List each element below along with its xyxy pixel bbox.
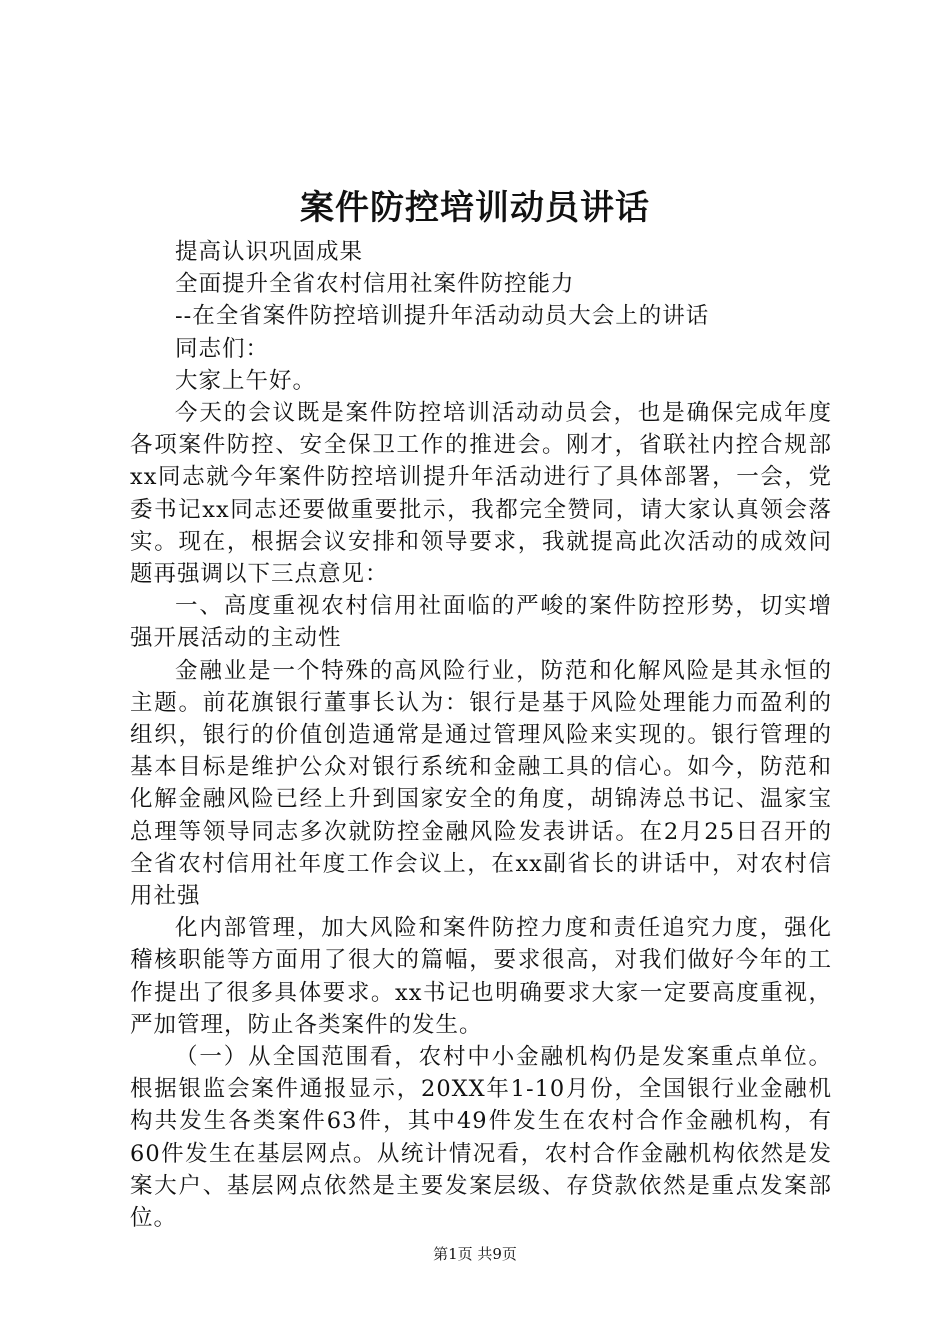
paragraph-body: 金融业是一个特殊的高风险行业，防范和化解风险是其永恒的主题。前花旗银行董事长认为：银行是基于风险处理能力而盈利的组织，银行的价值创造通常是通过管理风险来实现的。银行管理的基本目标是维护公众对银行系统和金融工具的信心。如今，防范和化解金融风险已经上升到国家安全的角度，胡锦涛总书记、温家宝总理等领导同志多次就防控金融风险发表讲话。在2月25日召开的全省农村信用社年度工作会议上，在xx副省长的讲话中，对农村信用社强 (130, 657, 832, 910)
paragraph-subtitle-2: 全面提升全省农村信用社案件防控能力 (175, 271, 575, 298)
paragraph-body: 化内部管理，加大风险和案件防控力度和责任追究力度，强化稽核职能等方面用了很大的篇幅，要求很高，对我们做好今年的工作提出了很多具体要求。xx书记也明确要求大家一定要高度重视，严加管理，防止各类案件的发生。 (130, 915, 832, 1038)
paragraph-subtitle-1: 提高认识巩固成果 (175, 239, 364, 265)
document-title: 案件防控培训动员讲话 (300, 188, 650, 228)
paragraph-section-heading: 一、高度重视农村信用社面临的严峻的案件防控形势，切实增强开展活动的主动性 (130, 593, 832, 652)
page-footer: 第1页 共9页 (433, 1245, 517, 1263)
paragraph-intro: 今天的会议既是案件防控培训活动动员会，也是确保完成年度各项案件防控、安全保卫工作的推进会。刚才，省联社内控合规部xx同志就今年案件防控培训提升年活动进行了具体部署，一会，党委书记xx同志还要做重要批示，我都完全赞同，请大家认真领会落实。现在，根据会议安排和领导要求，我就提高此次活动的成效问题再强调以下三点意见： (130, 400, 832, 588)
paragraph-subtitle-3: --在全省案件防控培训提升年活动动员大会上的讲话 (175, 303, 710, 330)
paragraph-body: （一）从全国范围看，农村中小金融机构仍是发案重点单位。根据银监会案件通报显示，20XX年1-10月份，全国银行业金融机构共发生各类案件63件，其中49件发生在农村合作金融机构，有60件发生在基层网点。从统计情况看，农村合作金融机构依然是发案大户、基层网点依然是主要发案层级、存贷款依然是重点发案部位。 (130, 1044, 832, 1232)
paragraph-salutation: 同志们： (175, 335, 270, 362)
document-body (130, 236, 832, 1234)
paragraph-greeting: 大家上午好。 (175, 367, 317, 394)
